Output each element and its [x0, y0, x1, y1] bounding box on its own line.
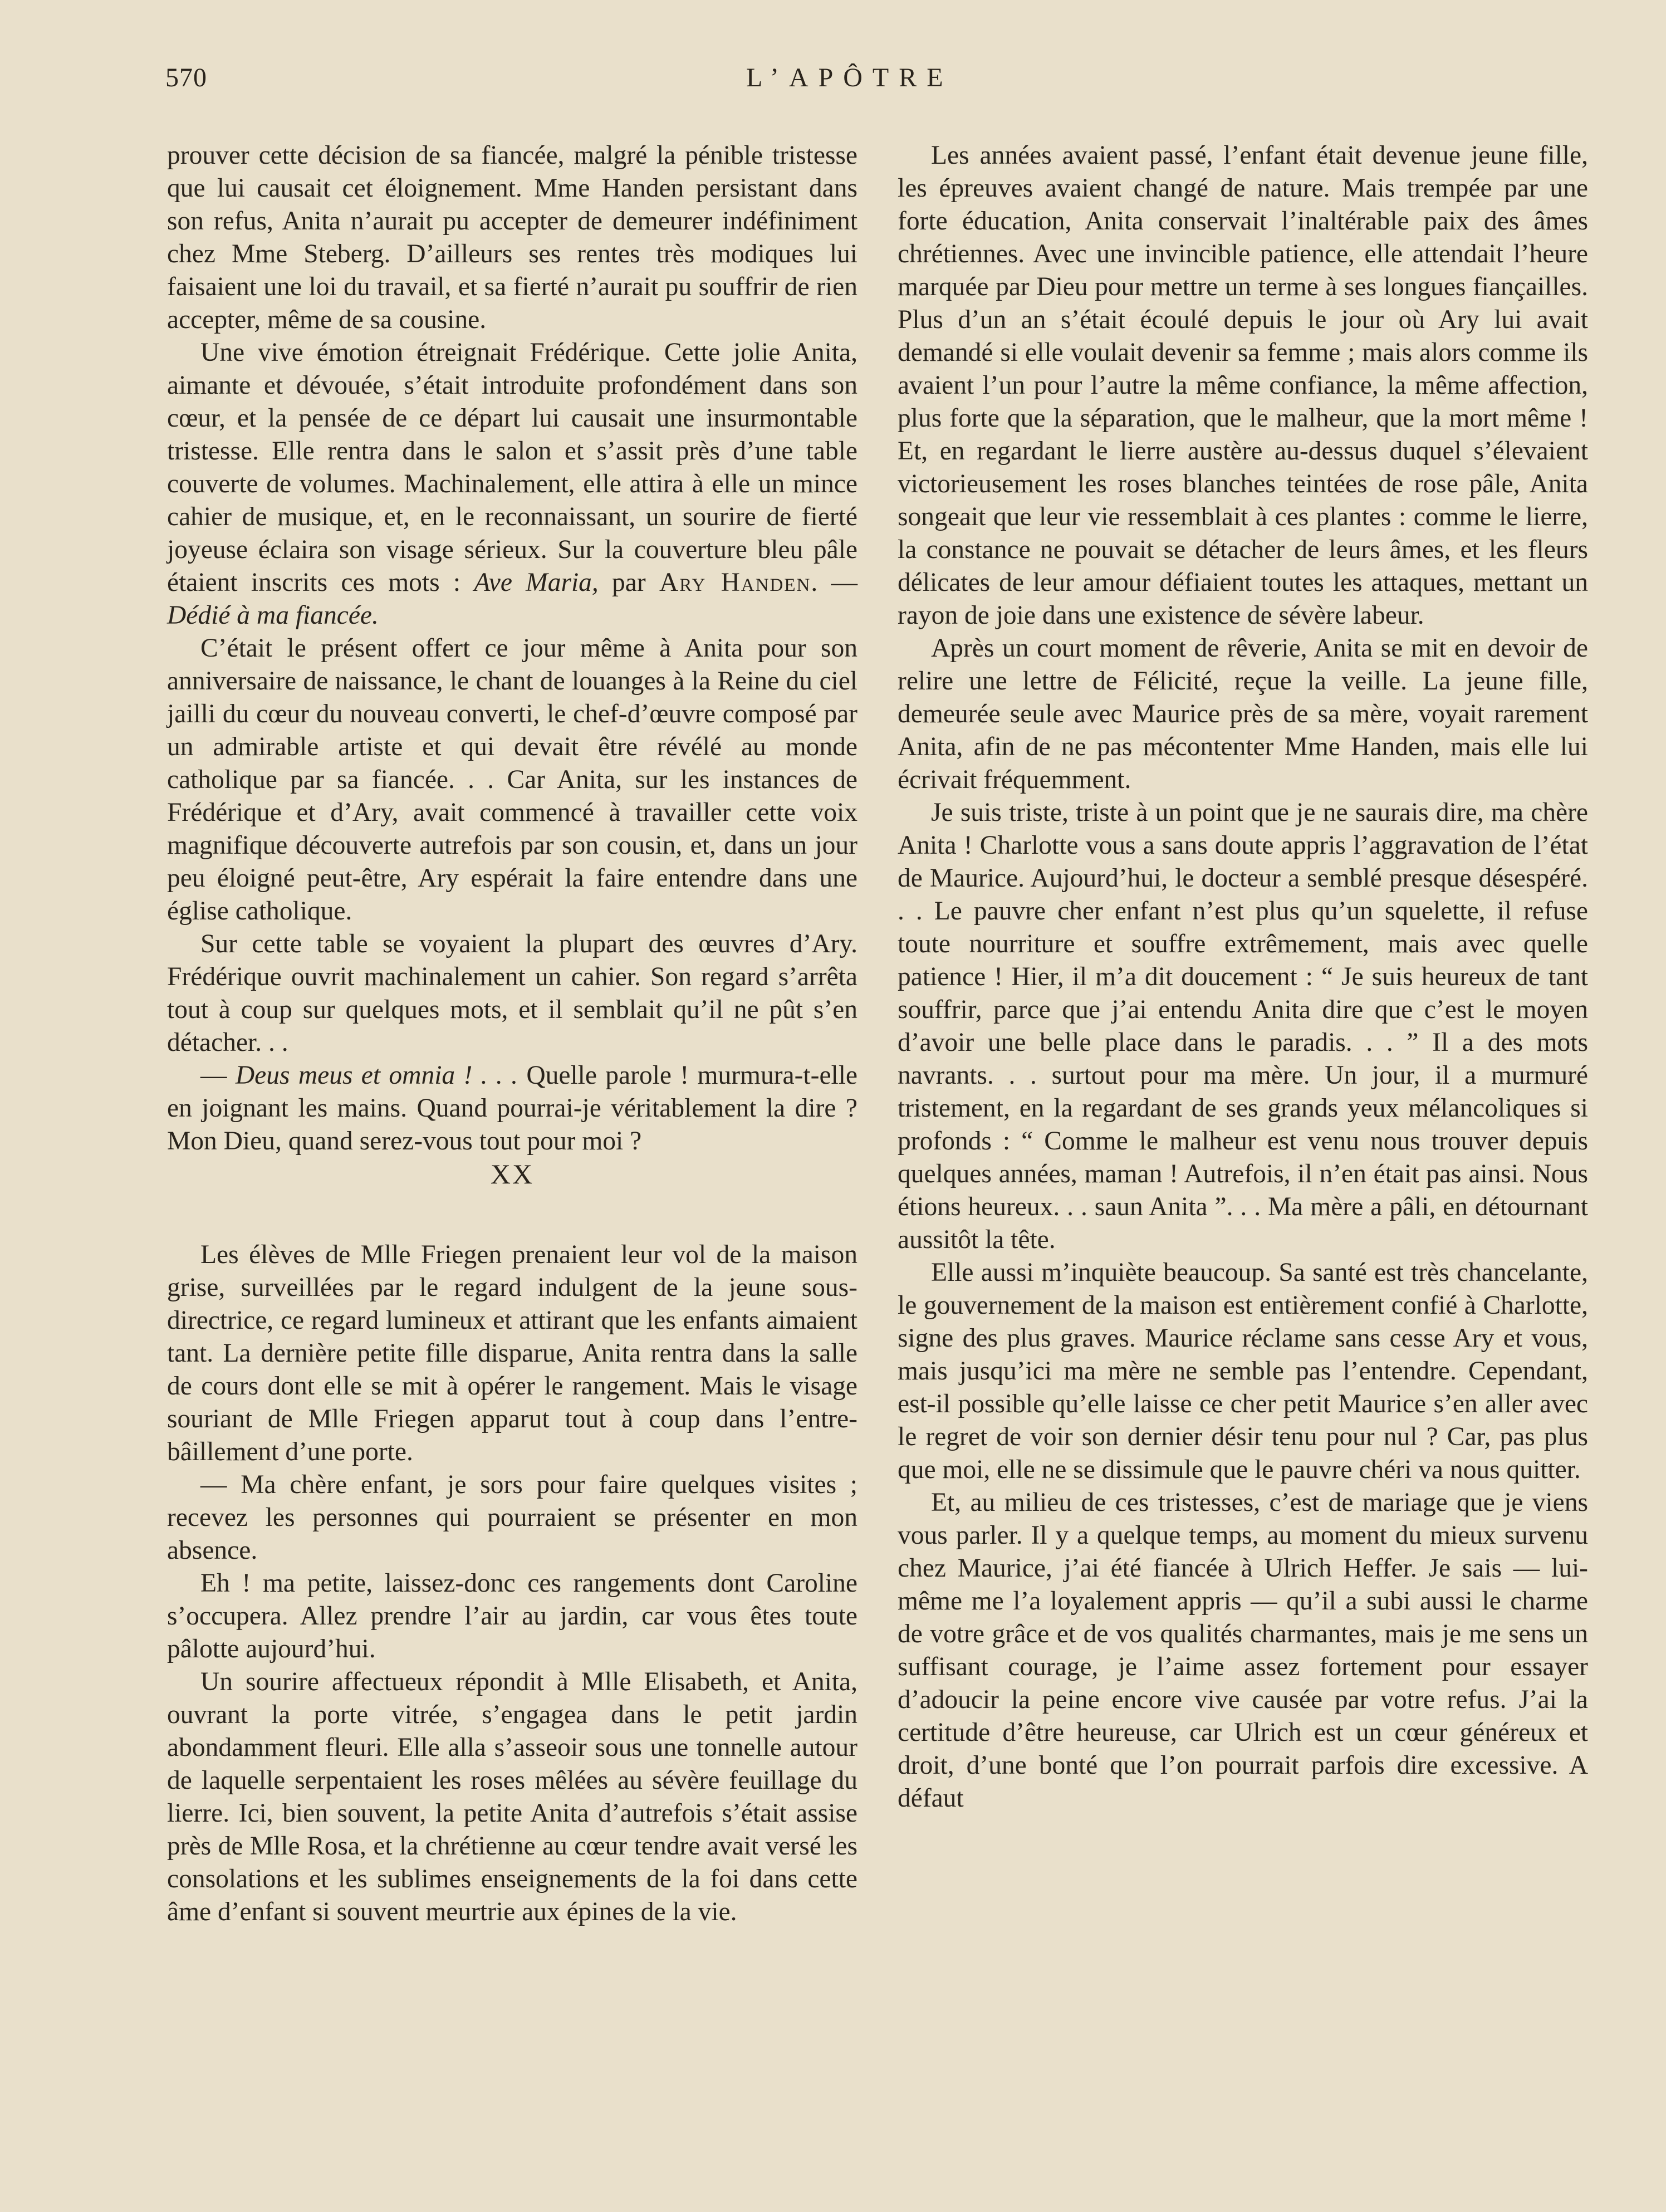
paragraph: Eh ! ma petite, laissez-donc ces rangements dont Caroline s’occupera. Allez prendre l’air au jardin, car vous êtes toute pâlotte aujourd’hui. [167, 1569, 857, 1663]
paragraph-text: Quelle parole ! murmura-t-elle en joignant les mains. Quand pourrai-je véritablement la dire ? Mon Dieu, quand serez-vous tout pour moi ? [167, 1061, 858, 1156]
paragraph [167, 336, 857, 632]
by-text: par [598, 568, 659, 597]
dash-text: . — [811, 568, 857, 597]
paragraph [167, 1059, 857, 1158]
paragraph: Après un court moment de rêverie, Anita se mit en devoir de relire une lettre de Félicité, reçue la veille. La jeune fille, demeurée seule avec Maurice près de sa mère, voyait rarement Anita, afin de ne pas mécontenter Mme Handen, mais elle lui écrivait fréquemment. [898, 634, 1588, 794]
author-name: Ary Handen [659, 568, 811, 597]
paragraph: Sur cette table se voyaient la plupart des œuvres d’Ary. Frédérique ouvrit machinalement un cahier. Son regard s’arrêta tout à coup sur quelques mots, et il semblait qu’il ne pût s’en détacher. . . [167, 929, 857, 1057]
paragraph: Un sourire affectueux répondit à Mlle Elisabeth, et Anita, ouvrant la porte vitrée, s’engagea dans le petit jardin abondamment fleuri. Elle alla s’asseoir sous une tonnelle autour de laquelle serpentaient les roses mêlées au sévère feuillage du lierre. Ici, bien souvent, la petite Anita d’autrefois s’était assise près de Mlle Rosa, et la chrétienne au cœur tendre avait versé les consolations et les sublimes enseignements de la foi dans cette âme d’enfant si souvent meurtrie aux épines de la vie. [167, 1667, 857, 1926]
paragraph: Je suis triste, triste à un point que je ne saurais dire, ma chère Anita ! Charlotte vous a sans doute appris l’aggravation de l’état de Maurice. Aujourd’hui, le docteur a semblé presque désespéré. . . Le pauvre cher enfant n’est plus qu’un squelette, il refuse toute nourriture et souffre extrêmement, mais avec quelle patience ! Hier, il m’a dit doucement : “ Je suis heureux de tant souffrir, parce que j’ai entendu Anita dire que c’est le moyen d’avoir une belle place dans le paradis. . . ” Il a des mots navrants. . . surtout pour ma mère. Un jour, il a murmuré tristement, en la regardant de ses grands yeux mélancoliques si profonds : “ Comme le malheur est venu nous trouver depuis quelques années, maman ! Autrefois, il n’en était pas ainsi. Nous étions heureux. . . saun Anita ”. . . Ma mère a pâli, en détournant aussitôt la tête. [898, 798, 1588, 1254]
paragraph: Les élèves de Mlle Friegen prenaient leur vol de la maison grise, surveillées par le regard indulgent de la jeune sous-directrice, ce regard lumineux et attirant que les enfants aimaient tant. La dernière petite fille disparue, Anita rentra dans la salle de cours dont elle se mit à opérer le rangement. Mais le visage souriant de Mlle Friegen apparut tout à coup dans l’entre-bâillement d’une porte. [167, 1240, 857, 1466]
paragraph: Elle aussi m’inquiète beaucoup. Sa santé est très chancelante, le gouvernement de la maison est entièrement confié à Charlotte, signe des plus graves. Maurice réclame sans cesse Ary et vous, mais jusqu’ici ma mère ne semble pas l’entendre. Cependant, est-il possible qu’elle laisse ce cher petit Maurice s’en aller avec le regret de voir son dernier désir tenu pour nul ? Car, pas plus que moi, elle ne se dissimule que le pauvre chéri va nous quitter. [898, 1258, 1588, 1484]
paragraph: C’était le présent offert ce jour même à Anita pour son anniversaire de naissance, le chant de louanges à la Reine du ciel jailli du cœur du nouveau converti, le chef-d’œuvre composé par un admirable artiste et qui devait être révélé au monde catholique par sa fiancée. . . Car Anita, sur les instances de Frédérique et d’Ary, avait commencé à travailler cette voix magnifique découverte autrefois par son cousin, et, dans un jour peu éloigné peut-être, Ary espérait la faire entendre dans une église catholique. [167, 634, 857, 926]
running-title: L’APÔTRE [746, 63, 953, 92]
chapter-heading: XX [490, 1158, 535, 1190]
right-column [898, 139, 1588, 1815]
page-number: 570 [165, 63, 207, 92]
paragraph: Et, au milieu de ces tristesses, c’est de mariage que je viens vous parler. Il y a quelque temps, au moment du mieux survenu chez Maurice, j’ai été fiancée à Ulrich Heffer. Je sais — lui-même me l’a loyalement appris — qu’il a subi aussi le charme de votre grâce et de vos qualités charmantes, mais je me sens un suffisant courage, je l’aime assez fortement pour essayer d’adoucir la peine encore vive causée par votre refus. J’ai la certitude d’être heureuse, car Ulrich est un cœur généreux et droit, d’une bonté que l’on pourrait parfois dire excessive. A défaut [898, 1488, 1588, 1813]
dash-text: — [200, 1061, 236, 1090]
left-column [167, 139, 857, 1929]
paragraph: prouver cette décision de sa fiancée, malgré la pénible tristesse que lui causait cet éloignement. Mme Handen persistant dans son refus, Anita n’aurait pu accepter de demeurer indéfiniment chez Mme Steberg. D’ailleurs ses rentes très modiques lui faisaient une loi du travail, et sa fierté n’aurait pu souffrir de rien accepter, même de sa cousine. [167, 141, 857, 334]
italic-title: Ave Maria, [474, 568, 599, 597]
dedication: Dédié à ma fiancée. [167, 601, 379, 630]
paragraph-text: Une vive émotion étreignait Frédérique. Cette jolie Anita, aimante et dévouée, s’était introduite profondément dans son cœur, et la pensée de ce départ lui causait une insurmontable tristesse. Elle rentra dans le salon et s’assit près d’une table couverte de volumes. Machinalement, elle attira à elle un mince cahier de musique, et, en le reconnaissant, un sourire de fierté joyeuse éclaira son visage sérieux. Sur la couverture bleu pâle étaient inscrits ces mots : [167, 338, 857, 597]
latin-quote: Deus meus et omnia ! . . . [235, 1061, 518, 1090]
paragraph: Les années avaient passé, l’enfant était devenue jeune fille, les épreuves avaient changé de nature. Mais trempée par une forte éducation, Anita conservait l’inaltérable paix des âmes chrétiennes. Avec une invincible patience, elle attendait l’heure marquée par Dieu pour mettre un terme à ses longues fiançailles. Plus d’un an s’était écoulé depuis le jour où Ary lui avait demandé si elle voulait devenir sa femme ; mais alors comme ils avaient l’un pour l’autre la même confiance, la même affection, plus forte que la séparation, que le malheur, que la mort même ! Et, en regardant le lierre austère au-dessus duquel s’élevaient victorieusement les roses blanches teintées de rose pâle, Anita songeait que leur vie ressemblait à ces plantes : comme le lierre, la constance ne pouvait se détacher de leurs âmes, et les fleurs délicates de leur amour défiaient toutes les attaques, mettant un rayon de joie dans une existence de sévère labeur. [898, 141, 1588, 630]
paragraph: — Ma chère enfant, je sors pour faire quelques visites ; recevez les personnes qui pourraient se présenter en mon absence. [167, 1470, 857, 1565]
